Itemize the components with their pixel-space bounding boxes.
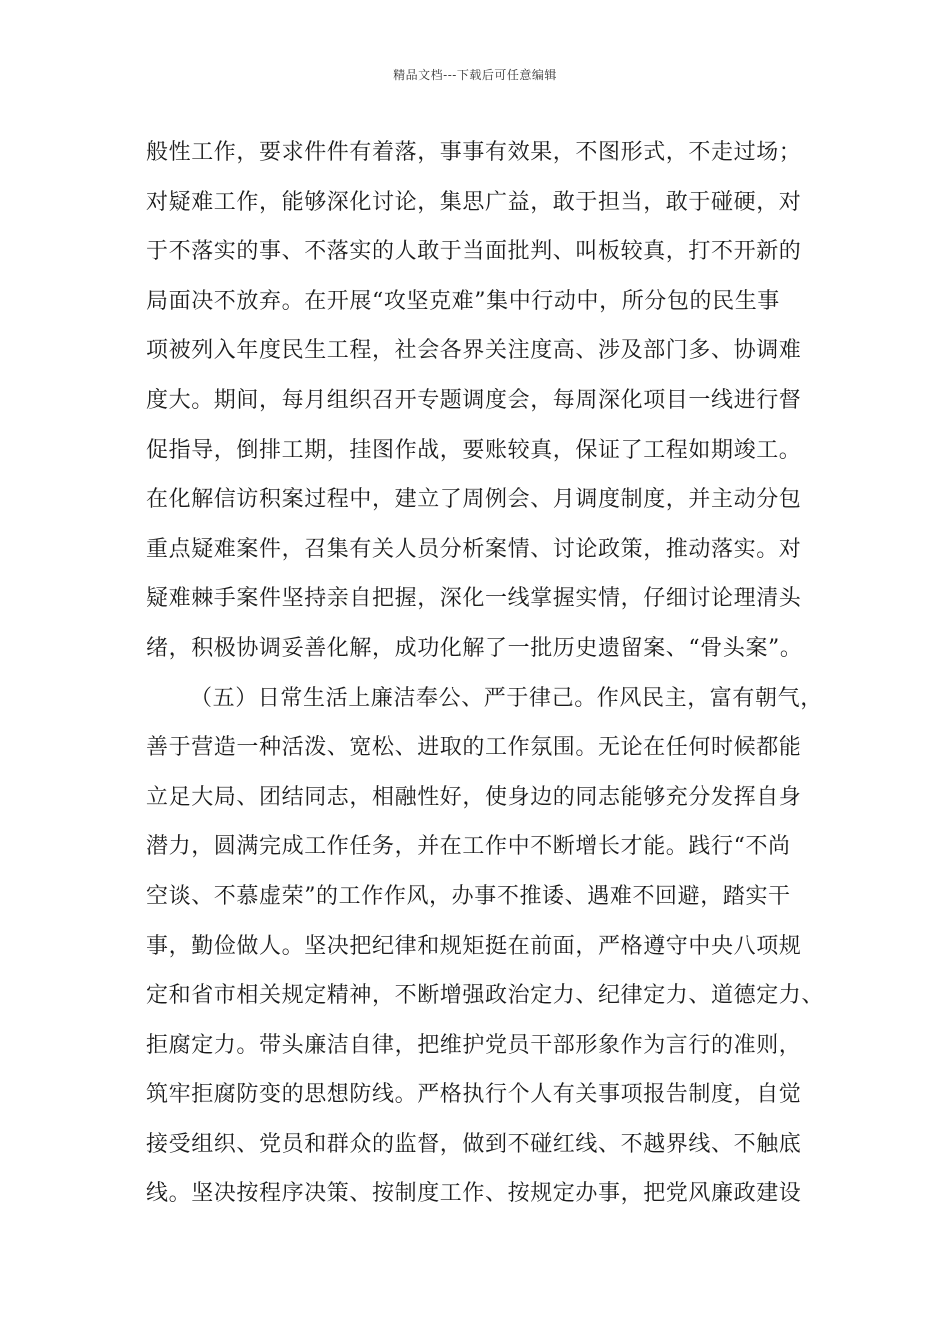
text-line: 定和省市相关规定精神，不断增强政治定力、纪律定力、道德定力、 xyxy=(146,983,825,1009)
paragraph-start-line: （五）日常生活上廉洁奉公、严于律己。作风民主，富有朝气， xyxy=(190,685,823,711)
text-line: 于不落实的事、不落实的人敢于当面批判、叫板较真，打不开新的 xyxy=(146,239,802,265)
text-line: 善于营造一种活泼、宽松、进取的工作氛围。无论在任何时候都能 xyxy=(146,735,802,761)
text-line: 项被列入年度民生工程，社会各界关注度高、涉及部门多、协调难 xyxy=(146,338,802,364)
text-line: 在化解信访积案过程中，建立了周例会、月调度制度，并主动分包 xyxy=(146,487,802,513)
text-line: 线。坚决按程序决策、按制度工作、按规定办事，把党风廉政建设 xyxy=(146,1181,802,1207)
page-header: 精品文档---下载后可任意编辑 xyxy=(393,68,557,82)
text-line: 局面决不放弃。在开展“攻坚克难”集中行动中，所分包的民生事 xyxy=(146,288,780,314)
text-line: 促指导，倒排工期，挂图作战，要账较真，保证了工程如期竣工。 xyxy=(146,437,802,463)
text-line: 筑牢拒腐防变的思想防线。严格执行个人有关事项报告制度，自觉 xyxy=(146,1082,802,1108)
text-line: 度大。期间，每月组织召开专题调度会，每周深化项目一线进行督 xyxy=(146,387,802,413)
text-line: 对疑难工作，能够深化讨论，集思广益，敢于担当，敢于碰硬，对 xyxy=(146,189,802,215)
text-line: 空谈、不慕虚荣”的工作作风，办事不推诿、遇难不回避，踏实干 xyxy=(146,883,791,909)
text-line: 立足大局、团结同志，相融性好，使身边的同志能够充分发挥自身 xyxy=(146,784,802,810)
text-line: 疑难棘手案件坚持亲自把握，深化一线掌握实情，仔细讨论理清头 xyxy=(146,586,802,612)
text-line: 般性工作，要求件件有着落，事事有效果，不图形式，不走过场； xyxy=(146,140,802,165)
text-line: 拒腐定力。带头廉洁自律，把维护党员干部形象作为言行的准则， xyxy=(146,1032,802,1058)
text-line: 绪，积极协调妥善化解，成功化解了一批历史遗留案、“骨头案”。 xyxy=(146,635,803,661)
text-line: 接受组织、党员和群众的监督，做到不碰红线、不越界线、不触底 xyxy=(146,1131,802,1157)
text-line: 重点疑难案件，召集有关人员分析案情、讨论政策，推动落实。对 xyxy=(146,536,802,562)
text-line: 潜力，圆满完成工作任务，并在工作中不断增长才能。践行“不尚 xyxy=(146,834,791,860)
text-line: 事，勤俭做人。坚决把纪律和规矩挺在前面，严格遵守中央八项规 xyxy=(146,933,802,959)
document-body xyxy=(146,128,826,1219)
